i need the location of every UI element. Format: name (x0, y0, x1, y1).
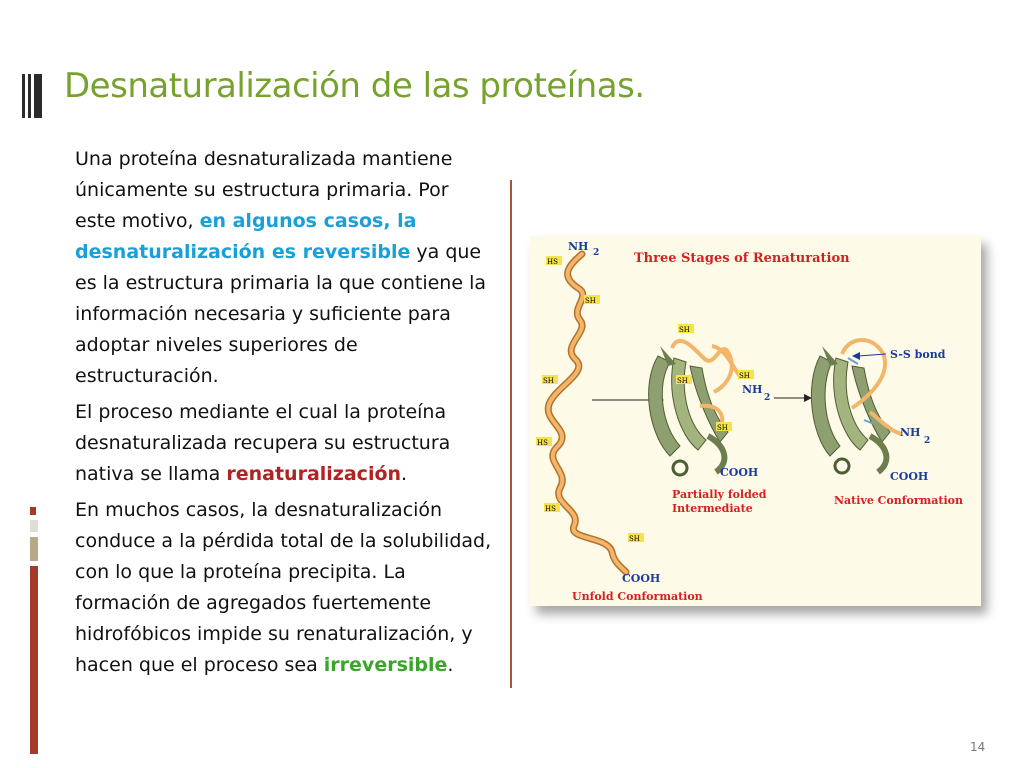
slide-body (75, 144, 495, 686)
svg-text:2: 2 (924, 436, 931, 446)
svg-text:HS: HS (537, 439, 548, 447)
paragraph-1: Una proteína desnaturalizada mantiene únicamente su estructura primaria. Por este motivo, en algunos casos, la desnaturalización es reversible ya que es la estructura primaria la que contiene la información necesaria y suficiente para adoptar niveles superiores de estructuración. (75, 148, 487, 387)
renaturation-figure (530, 236, 981, 606)
renaturation-diagram (530, 236, 981, 606)
highlight-renaturalizacion: renaturalización (226, 463, 402, 485)
highlight-irreversible: irreversible (323, 654, 448, 676)
svg-text:SH: SH (585, 297, 596, 305)
ss-bond-label: S-S bond (890, 348, 946, 361)
svg-text:NH: NH (900, 426, 921, 439)
svg-text:COOH: COOH (720, 466, 759, 479)
svg-text:SH: SH (543, 377, 554, 385)
svg-text:SH: SH (739, 372, 750, 380)
partially-folded-protein (649, 341, 740, 475)
svg-text:SH: SH (717, 424, 728, 432)
native-protein (811, 340, 902, 473)
paragraph-2: El proceso mediante el cual la proteína desnaturalizada recupera su estructura nativa se llama renaturalización. (75, 401, 451, 485)
svg-text:SH: SH (677, 377, 688, 385)
svg-text:HS: HS (545, 505, 556, 513)
svg-text:SH: SH (629, 535, 640, 543)
native-label: Native Conformation (834, 494, 963, 507)
page-number: 14 (970, 740, 986, 754)
svg-text:Intermediate: Intermediate (672, 502, 753, 515)
title-decoration (22, 74, 42, 118)
svg-text:SH: SH (679, 326, 690, 334)
paragraph-3: En muchos casos, la desnaturalización conduce a la pérdida total de la solubilidad, con lo que la proteína precipita. La formación de agregados fuertemente hidrofóbicos impide su renaturalización, y hacen que el proceso sea irreversible. (75, 499, 492, 676)
svg-text:2: 2 (764, 393, 771, 403)
svg-text:COOH: COOH (622, 572, 661, 585)
divider-line (510, 180, 512, 688)
figure-title: Three Stages of Renaturation (634, 251, 850, 266)
svg-text:COOH: COOH (890, 470, 929, 483)
slide-title: Desnaturalización de las proteínas. (64, 66, 645, 106)
svg-text:NH: NH (742, 383, 763, 396)
highlight-reversible: en algunos casos, la desnaturalización es reversible (75, 210, 417, 263)
partial-label: Partially folded (672, 488, 767, 501)
svg-text:HS: HS (547, 258, 558, 266)
unfold-label: Unfold Conformation (572, 590, 703, 603)
svg-text:NH: NH (568, 240, 589, 253)
svg-text:2: 2 (593, 248, 600, 258)
